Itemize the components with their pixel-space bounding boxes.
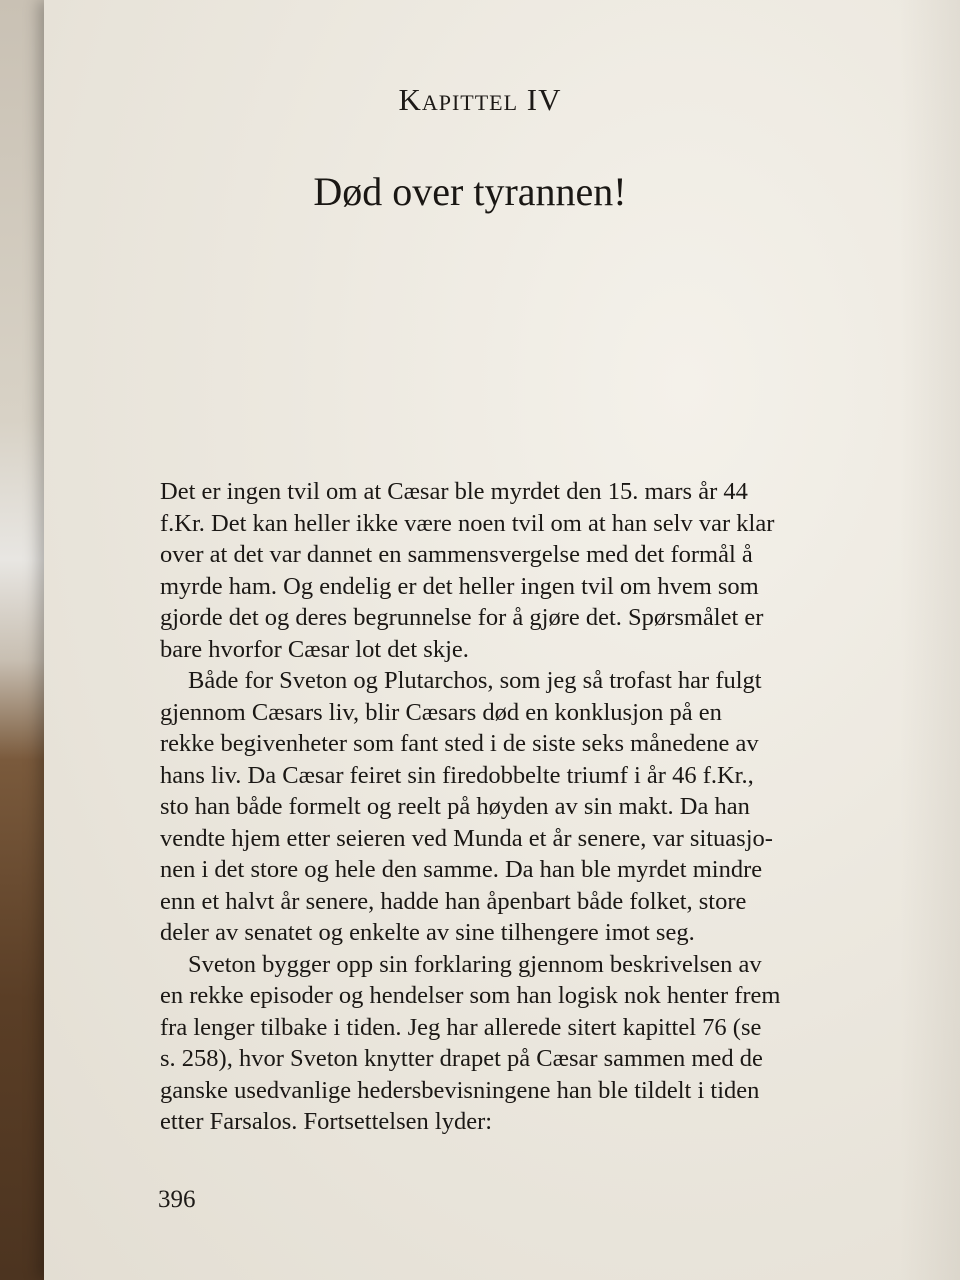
text-line: rekke begivenheter som fant sted i de siste seks månedene av <box>160 730 759 757</box>
text-line: enn et halvt år senere, hadde han åpenbart både folket, store <box>160 887 747 915</box>
text-line: Både for Sveton og Plutarchos, som jeg så trofast har fulgt <box>188 667 762 694</box>
text-line: sto han både formelt og reelt på høyden av sin makt. Da han <box>160 793 750 820</box>
text-line: bare hvorfor Cæsar lot det skje. <box>160 635 469 663</box>
body-text <box>160 476 810 1138</box>
text-line: hans liv. Da Cæsar feiret sin firedobbelte triumf i år 46 f.Kr., <box>160 761 754 789</box>
paragraph-1 <box>160 476 810 665</box>
text-line: etter Farsalos. Fortsettelsen lyder: <box>160 1108 493 1135</box>
paragraph-2 <box>160 665 810 949</box>
text-line: ganske usedvanlige hedersbevisningene han ble tildelt i tiden <box>160 1076 760 1104</box>
text-line: fra lenger tilbake i tiden. Jeg har allerede sitert kapittel 76 (se <box>160 1013 762 1041</box>
chapter-title: Død over tyrannen! <box>313 169 627 214</box>
text-line: f.Kr. Det kan heller ikke være noen tvil om at han selv var klar <box>160 509 775 537</box>
page-number: 396 <box>158 1186 196 1213</box>
text-line: myrde ham. Og endelig er det heller ingen tvil om hvem som <box>160 572 759 600</box>
text-line: vendte hjem etter seieren ved Munda et år senere, var situasjo- <box>160 824 773 852</box>
text-line: en rekke episoder og hendelser som han logisk nok henter frem <box>160 982 781 1009</box>
text-line: s. 258), hvor Sveton knytter drapet på Cæsar sammen med de <box>160 1045 763 1072</box>
text-line: gjennom Cæsars liv, blir Cæsars død en konklusjon på en <box>160 698 722 726</box>
text-line: nen i det store og hele den samme. Da han ble myrdet mindre <box>160 856 763 883</box>
paragraph-3 <box>160 949 810 1138</box>
text-line: deler av senatet og enkelte av sine tilhengere imot seg. <box>160 919 695 946</box>
chapter-label: Kapittel IV <box>398 82 562 117</box>
text-line: gjorde det og deres begrunnelse for å gjøre det. Spørsmålet er <box>160 604 764 631</box>
text-line: Det er ingen tvil om at Cæsar ble myrdet den 15. mars år 44 <box>160 478 748 505</box>
text-line: Sveton bygger opp sin forklaring gjennom beskrivelsen av <box>188 950 762 978</box>
text-line: over at det var dannet en sammensvergelse med det formål å <box>160 541 753 568</box>
